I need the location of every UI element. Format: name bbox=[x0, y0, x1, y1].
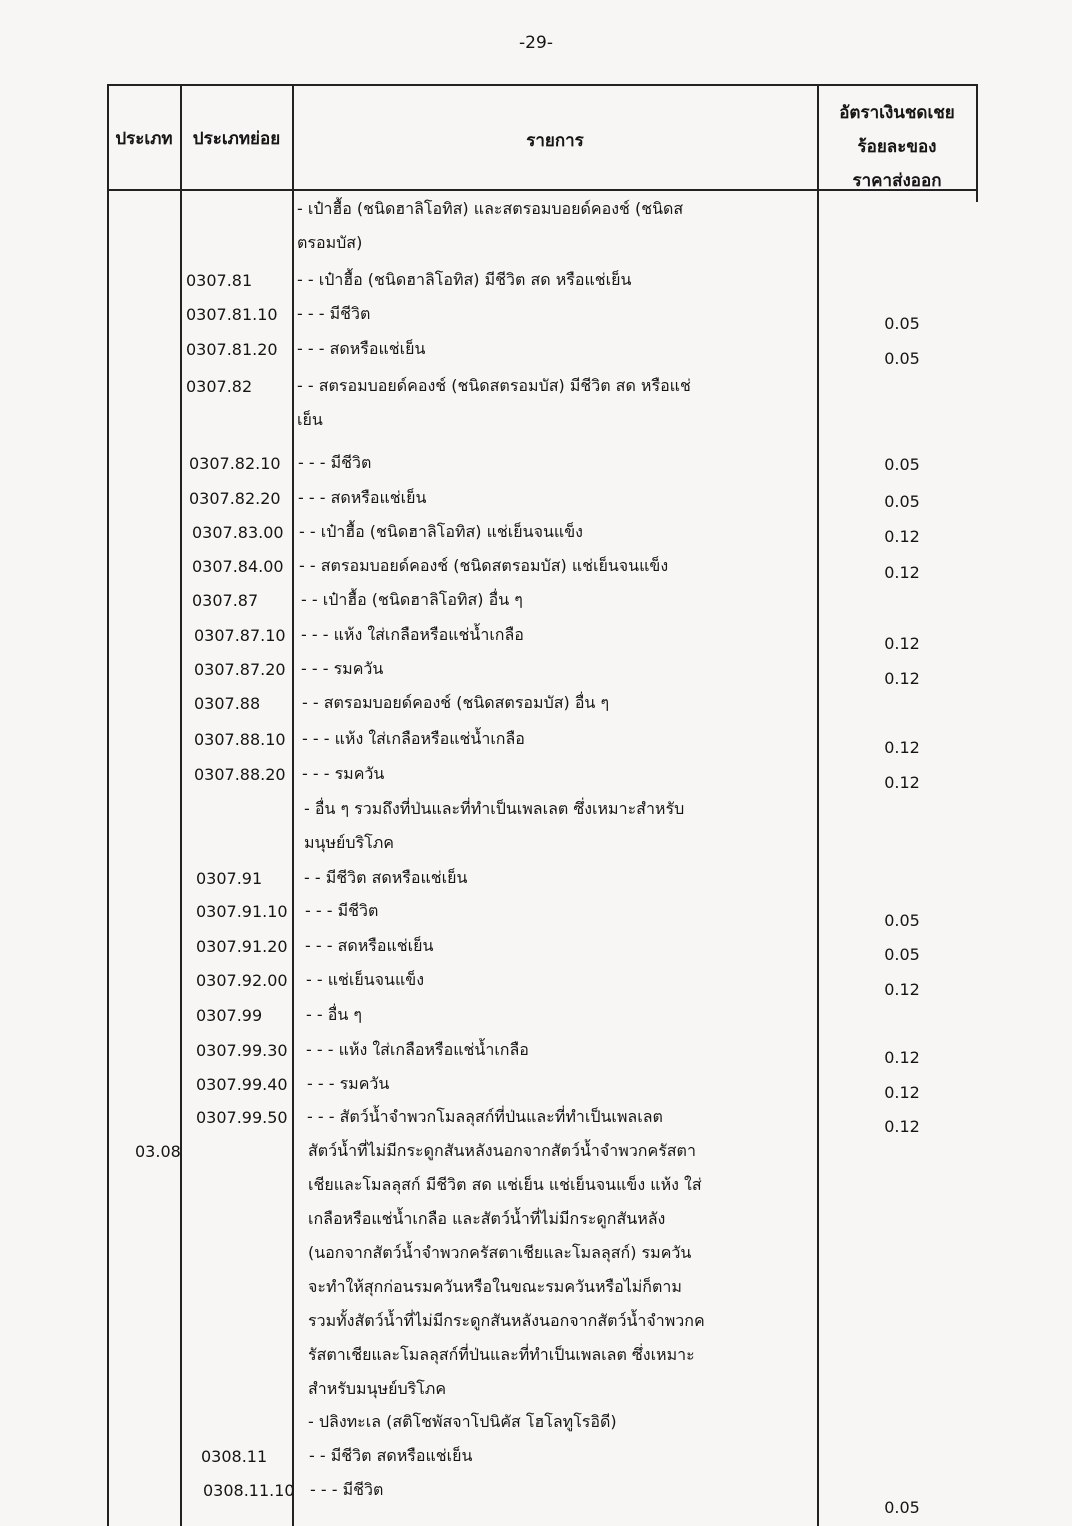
row-subtype-code: 0307.87.10 bbox=[194, 626, 286, 645]
row-subtype-code: 0307.99 bbox=[196, 1006, 263, 1025]
row-description: - - - มีชีวิต bbox=[305, 901, 379, 920]
row-description: - - อื่น ๆ bbox=[306, 1005, 362, 1024]
row-rate: 0.05 bbox=[884, 349, 920, 368]
col-border-left bbox=[107, 84, 109, 1526]
row-subtype-code: 0307.82.20 bbox=[189, 489, 281, 508]
row-subtype-code: 0307.99.40 bbox=[196, 1075, 288, 1094]
row-description: - - - สัตว์น้ำจำพวกโมลลุสก์ที่ป่นและที่ทำเป็นเพลเลต bbox=[307, 1107, 663, 1126]
row-description: - - - แห้ง ใส่เกลือหรือแช่น้ำเกลือ bbox=[301, 625, 524, 644]
row-description: - - - มีชีวิต bbox=[310, 1480, 384, 1499]
row-description: - - - สดหรือแช่เย็น bbox=[298, 488, 427, 507]
row-description: - - มีชีวิต สดหรือแช่เย็น bbox=[309, 1446, 473, 1465]
row-rate: 0.12 bbox=[884, 1083, 920, 1102]
row-subtype-code: 0308.11 bbox=[201, 1447, 268, 1466]
row-description: - - - แห้ง ใส่เกลือหรือแช่น้ำเกลือ bbox=[302, 729, 525, 748]
row-description: - - มีชีวิต สดหรือแช่เย็น bbox=[304, 868, 468, 887]
row-subtype-code: 0307.91.10 bbox=[196, 902, 288, 921]
row-rate: 0.05 bbox=[884, 1498, 920, 1517]
row-type: 03.08 bbox=[135, 1142, 181, 1161]
row-subtype-code: 0307.99.50 bbox=[196, 1108, 288, 1127]
row-rate: 0.05 bbox=[884, 492, 920, 511]
col-border-type bbox=[180, 84, 182, 1526]
row-subtype-code: 0307.82 bbox=[186, 377, 253, 396]
row-rate: 0.12 bbox=[884, 669, 920, 688]
row-subtype-code: 0307.88.10 bbox=[194, 730, 286, 749]
row-description: - - - มีชีวิต bbox=[298, 453, 372, 472]
row-description: - - - สดหรือแช่เย็น bbox=[297, 339, 426, 358]
row-subtype-code: 0307.84.00 bbox=[192, 557, 284, 576]
row-rate: 0.12 bbox=[884, 1048, 920, 1067]
row-description: - - เป๋าฮื้อ (ชนิดฮาลิโอทิส) แช่เย็นจนแข็ง bbox=[299, 522, 583, 541]
row-subtype-code: 0307.91.20 bbox=[196, 937, 288, 956]
row-rate: 0.12 bbox=[884, 563, 920, 582]
row-subtype-code: 0307.81.20 bbox=[186, 340, 278, 359]
row-rate: 0.12 bbox=[884, 634, 920, 653]
row-subtype-code: 0307.88.20 bbox=[194, 765, 286, 784]
header-type: ประเภท bbox=[115, 129, 173, 149]
header-items: รายการ bbox=[526, 131, 584, 151]
row-subtype-code: 0307.91 bbox=[196, 869, 263, 888]
row-description: - - - สดหรือแช่เย็น bbox=[305, 936, 434, 955]
row-description: - - - รมควัน bbox=[302, 764, 385, 783]
col-border-items bbox=[817, 84, 819, 1526]
row-description: - - เป๋าฮื้อ (ชนิดฮาลิโอทิส) มีชีวิต สด หรือแช่เย็น bbox=[297, 270, 632, 289]
row-description: - - - มีชีวิต bbox=[297, 304, 371, 323]
row-rate: 0.12 bbox=[884, 1117, 920, 1136]
row-rate: 0.05 bbox=[884, 911, 920, 930]
row-subtype-code: 0307.83.00 bbox=[192, 523, 284, 542]
row-rate: 0.12 bbox=[884, 527, 920, 546]
row-description: - อื่น ๆ รวมถึงที่ป่นและที่ทำเป็นเพลเลต ซึ่งเหมาะสำหรับมนุษย์บริโภค bbox=[304, 799, 685, 852]
row-rate: 0.12 bbox=[884, 773, 920, 792]
row-subtype-code: 0308.11.10 bbox=[203, 1481, 295, 1500]
row-description: - - - แห้ง ใส่เกลือหรือแช่น้ำเกลือ bbox=[306, 1040, 529, 1059]
col-border-right bbox=[976, 84, 978, 202]
row-description: - - สตรอมบอยด์คองช์ (ชนิดสตรอมบัส) มีชีวิต สด หรือแช่เย็น bbox=[297, 376, 691, 429]
row-rate: 0.05 bbox=[884, 945, 920, 964]
row-description: - - เป๋าฮื้อ (ชนิดฮาลิโอทิส) อื่น ๆ bbox=[301, 590, 523, 609]
row-description: - - สตรอมบอยด์คองช์ (ชนิดสตรอมบัส) อื่น ๆ bbox=[302, 693, 610, 712]
row-description: - - - รมควัน bbox=[301, 659, 384, 678]
row-subtype-code: 0307.87 bbox=[192, 591, 259, 610]
row-subtype-code: 0307.81.10 bbox=[186, 305, 278, 324]
row-description: - - แช่เย็นจนแข็ง bbox=[306, 970, 425, 989]
row-subtype-code: 0307.81 bbox=[186, 271, 253, 290]
header-rate-line-1: อัตราเงินชดเชย bbox=[839, 103, 955, 123]
row-subtype-code: 0307.87.20 bbox=[194, 660, 286, 679]
row-rate: 0.05 bbox=[884, 314, 920, 333]
row-rate: 0.12 bbox=[884, 738, 920, 757]
row-rate: 0.12 bbox=[884, 980, 920, 999]
row-subtype-code: 0307.99.30 bbox=[196, 1041, 288, 1060]
row-rate: 0.05 bbox=[884, 455, 920, 474]
table-top-border bbox=[107, 84, 978, 86]
row-description: - เป๋าฮื้อ (ชนิดฮาลิโอทิส) และสตรอมบอยด์คองช์ (ชนิดสตรอมบัส) bbox=[297, 199, 684, 252]
row-subtype-code: 0307.88 bbox=[194, 694, 261, 713]
row-subtype-code: 0307.82.10 bbox=[189, 454, 281, 473]
col-border-subtype bbox=[292, 84, 294, 1526]
row-description: - - - รมควัน bbox=[307, 1074, 390, 1093]
header-rate-line-2: ร้อยละของ bbox=[857, 137, 937, 157]
row-description: - ปลิงทะเล (สติโชพัสจาโปนิคัส โฮโลทูโรอิดี) bbox=[308, 1412, 617, 1431]
header-subtype: ประเภทย่อย bbox=[192, 129, 281, 149]
row-subtype-code: 0307.92.00 bbox=[196, 971, 288, 990]
row-description: สัตว์น้ำที่ไม่มีกระดูกสันหลังนอกจากสัตว์น้ำจำพวกครัสตาเชียและโมลลุสก์ มีชีวิต สด แช่เย็น แช่เย็นจนแข็ง แห้ง ใส่เกลือหรือแช่น้ำเกลือ และสัตว์น้ำที่ไม่มีกระดูกสันหลัง (นอกจากสัตว์น้ำจำพวกครัสตาเชียและโมลลุสก์) รมควัน จะทำให้สุกก่อนรมควันหรือในขณะรมควันหรือไม่ก็ตาม รวมทั้งสัตว์น้ำที่ไม่มีกระดูกสันหลังนอกจากสัตว์น้ำจำพวกครัสตาเชียและโมลลุสก์ที่ป่นและที่ทำเป็นเพลเลต ซึ่งเหมาะสำหรับมนุษย์บริโภค bbox=[308, 1141, 705, 1398]
header-rate-line-3: ราคาส่งออก bbox=[852, 171, 942, 191]
page-number: -29- bbox=[519, 33, 553, 53]
row-description: - - สตรอมบอยด์คองช์ (ชนิดสตรอมบัส) แช่เย็นจนแข็ง bbox=[299, 556, 669, 575]
